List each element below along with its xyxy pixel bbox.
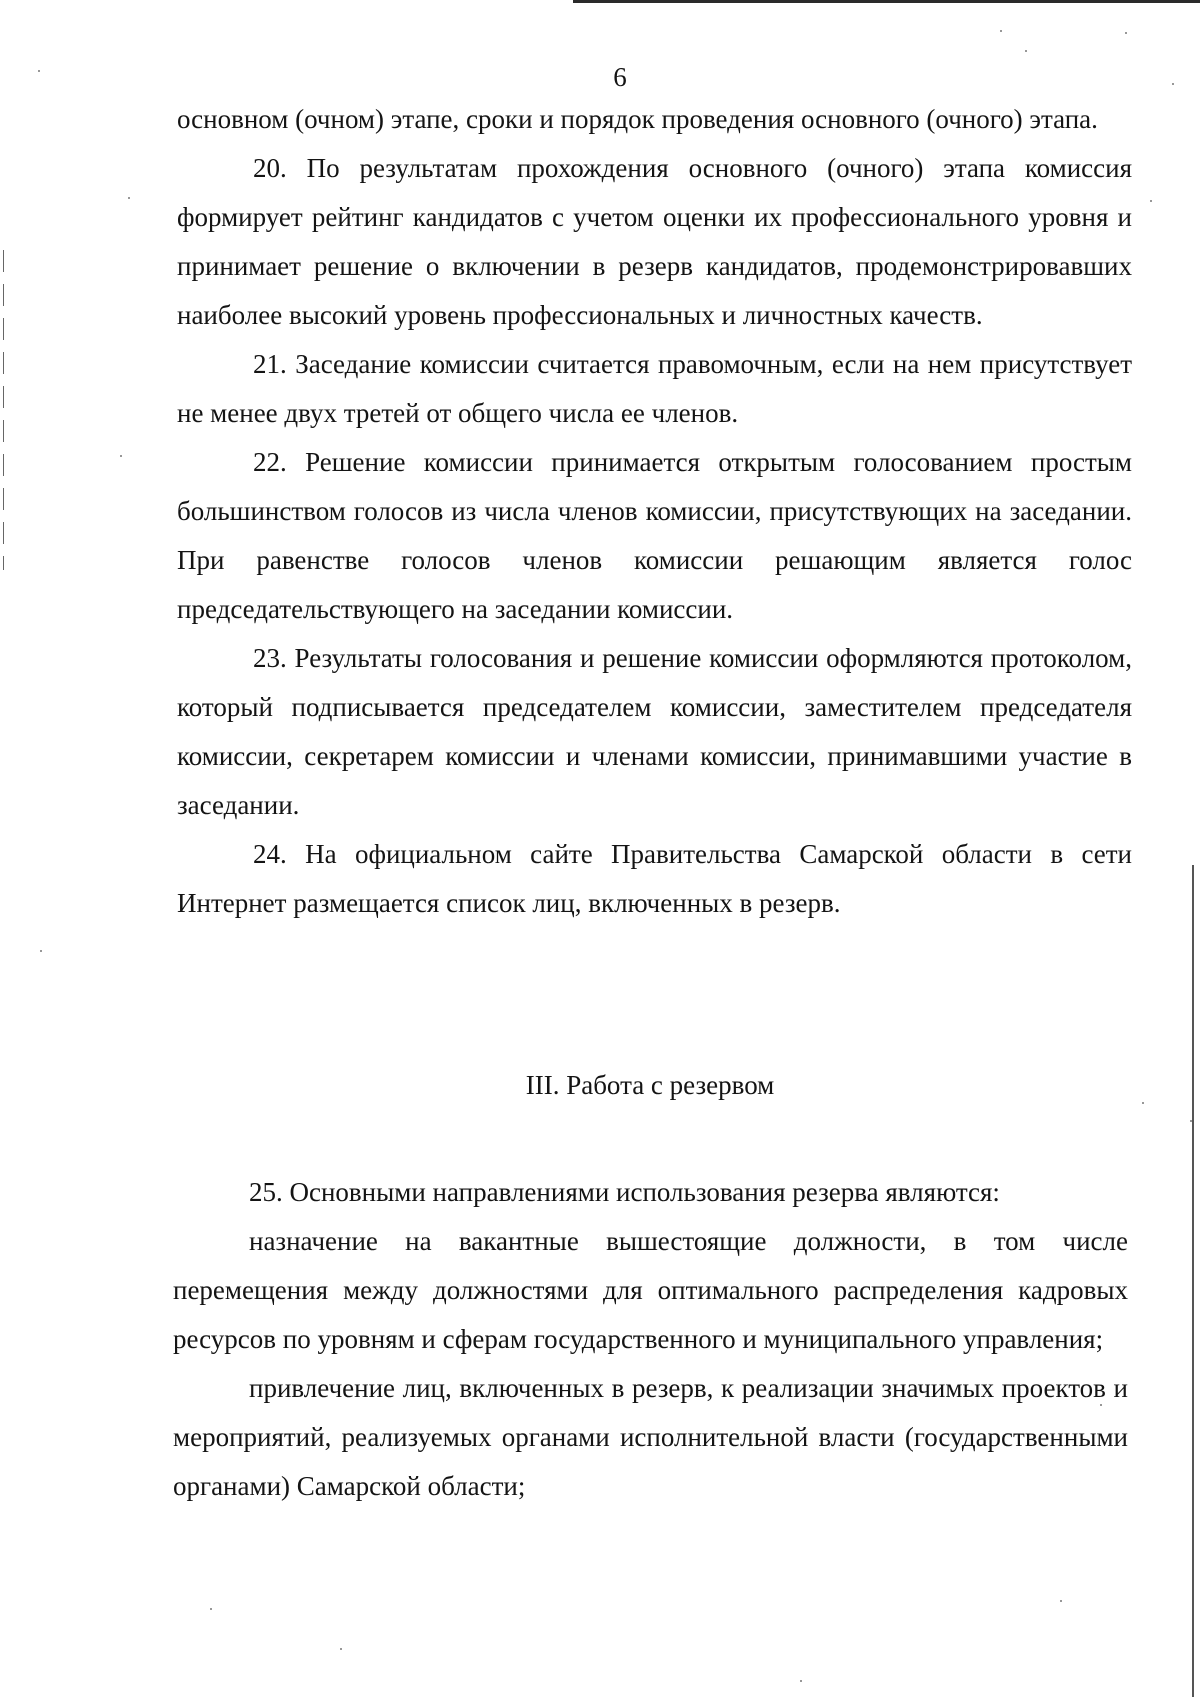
scan-edge-left (3, 250, 4, 570)
paragraph-22: 22. Решение комиссии принимается открытым голосованием простым большинством голосов из числа членов комиссии, присутствующих на заседании. При равенстве голосов членов комиссии решающим является голос председательствующего на заседании комиссии. (177, 447, 1132, 624)
scan-speck (210, 1608, 212, 1610)
paragraph-25: 25. Основными направлениями использования резерва являются: (249, 1177, 1000, 1207)
scan-speck (1190, 1120, 1192, 1122)
scan-speck (1142, 1102, 1144, 1104)
paragraph-21: 21. Заседание комиссии считается правомочным, если на нем присутствует не менее двух третей от общего числа ее членов. (177, 349, 1132, 428)
list-item-appointment: назначение на вакантные вышестоящие должности, в том числе перемещения между должностями для оптимального распределения кадровых ресурсов по уровням и сферам государственного и муниципального управления; (173, 1226, 1128, 1354)
scan-speck (1150, 200, 1152, 202)
list-item-projects: привлечение лиц, включенных в резерв, к реализации значимых проектов и мероприятий, реализуемых органами исполнительной власти (государственными органами) Самарской области; (173, 1373, 1128, 1501)
scan-speck (800, 1680, 802, 1682)
scan-speck (40, 950, 42, 952)
page-number: 6 (613, 62, 627, 92)
scan-speck (340, 1648, 342, 1650)
paragraph-20: 20. По результатам прохождения основного (очного) этапа комиссия формирует рейтинг кандидатов с учетом оценки их профессионального уровня и принимает решение о включении в резерв кандидатов, продемонстрировавших наиболее высокий уровень профессиональных и личностных качеств. (177, 153, 1132, 330)
scan-edge-right (1192, 865, 1194, 1697)
paragraph-continuation: основном (очном) этапе, сроки и порядок проведения основного (очного) этапа. (177, 104, 1098, 134)
body-text-bottom (173, 1168, 1128, 1511)
scan-speck (128, 197, 130, 199)
section-heading: III. Работа с резервом (525, 1070, 775, 1100)
scan-speck (1125, 32, 1127, 34)
scan-speck (1000, 30, 1002, 32)
scan-speck (1025, 50, 1027, 52)
paragraph-24: 24. На официальном сайте Правительства Самарской области в сети Интернет размещается список лиц, включенных в резерв. (177, 839, 1132, 918)
paragraph-23: 23. Результаты голосования и решение комиссии оформляются протоколом, который подписывается председателем комиссии, заместителем председателя комиссии, секретарем комиссии и членами комиссии, принимавшими участие в заседании. (177, 643, 1132, 820)
scan-speck (120, 455, 122, 457)
body-text-top (177, 95, 1132, 928)
scan-border-top (573, 0, 1200, 3)
scan-speck (1060, 1600, 1062, 1602)
